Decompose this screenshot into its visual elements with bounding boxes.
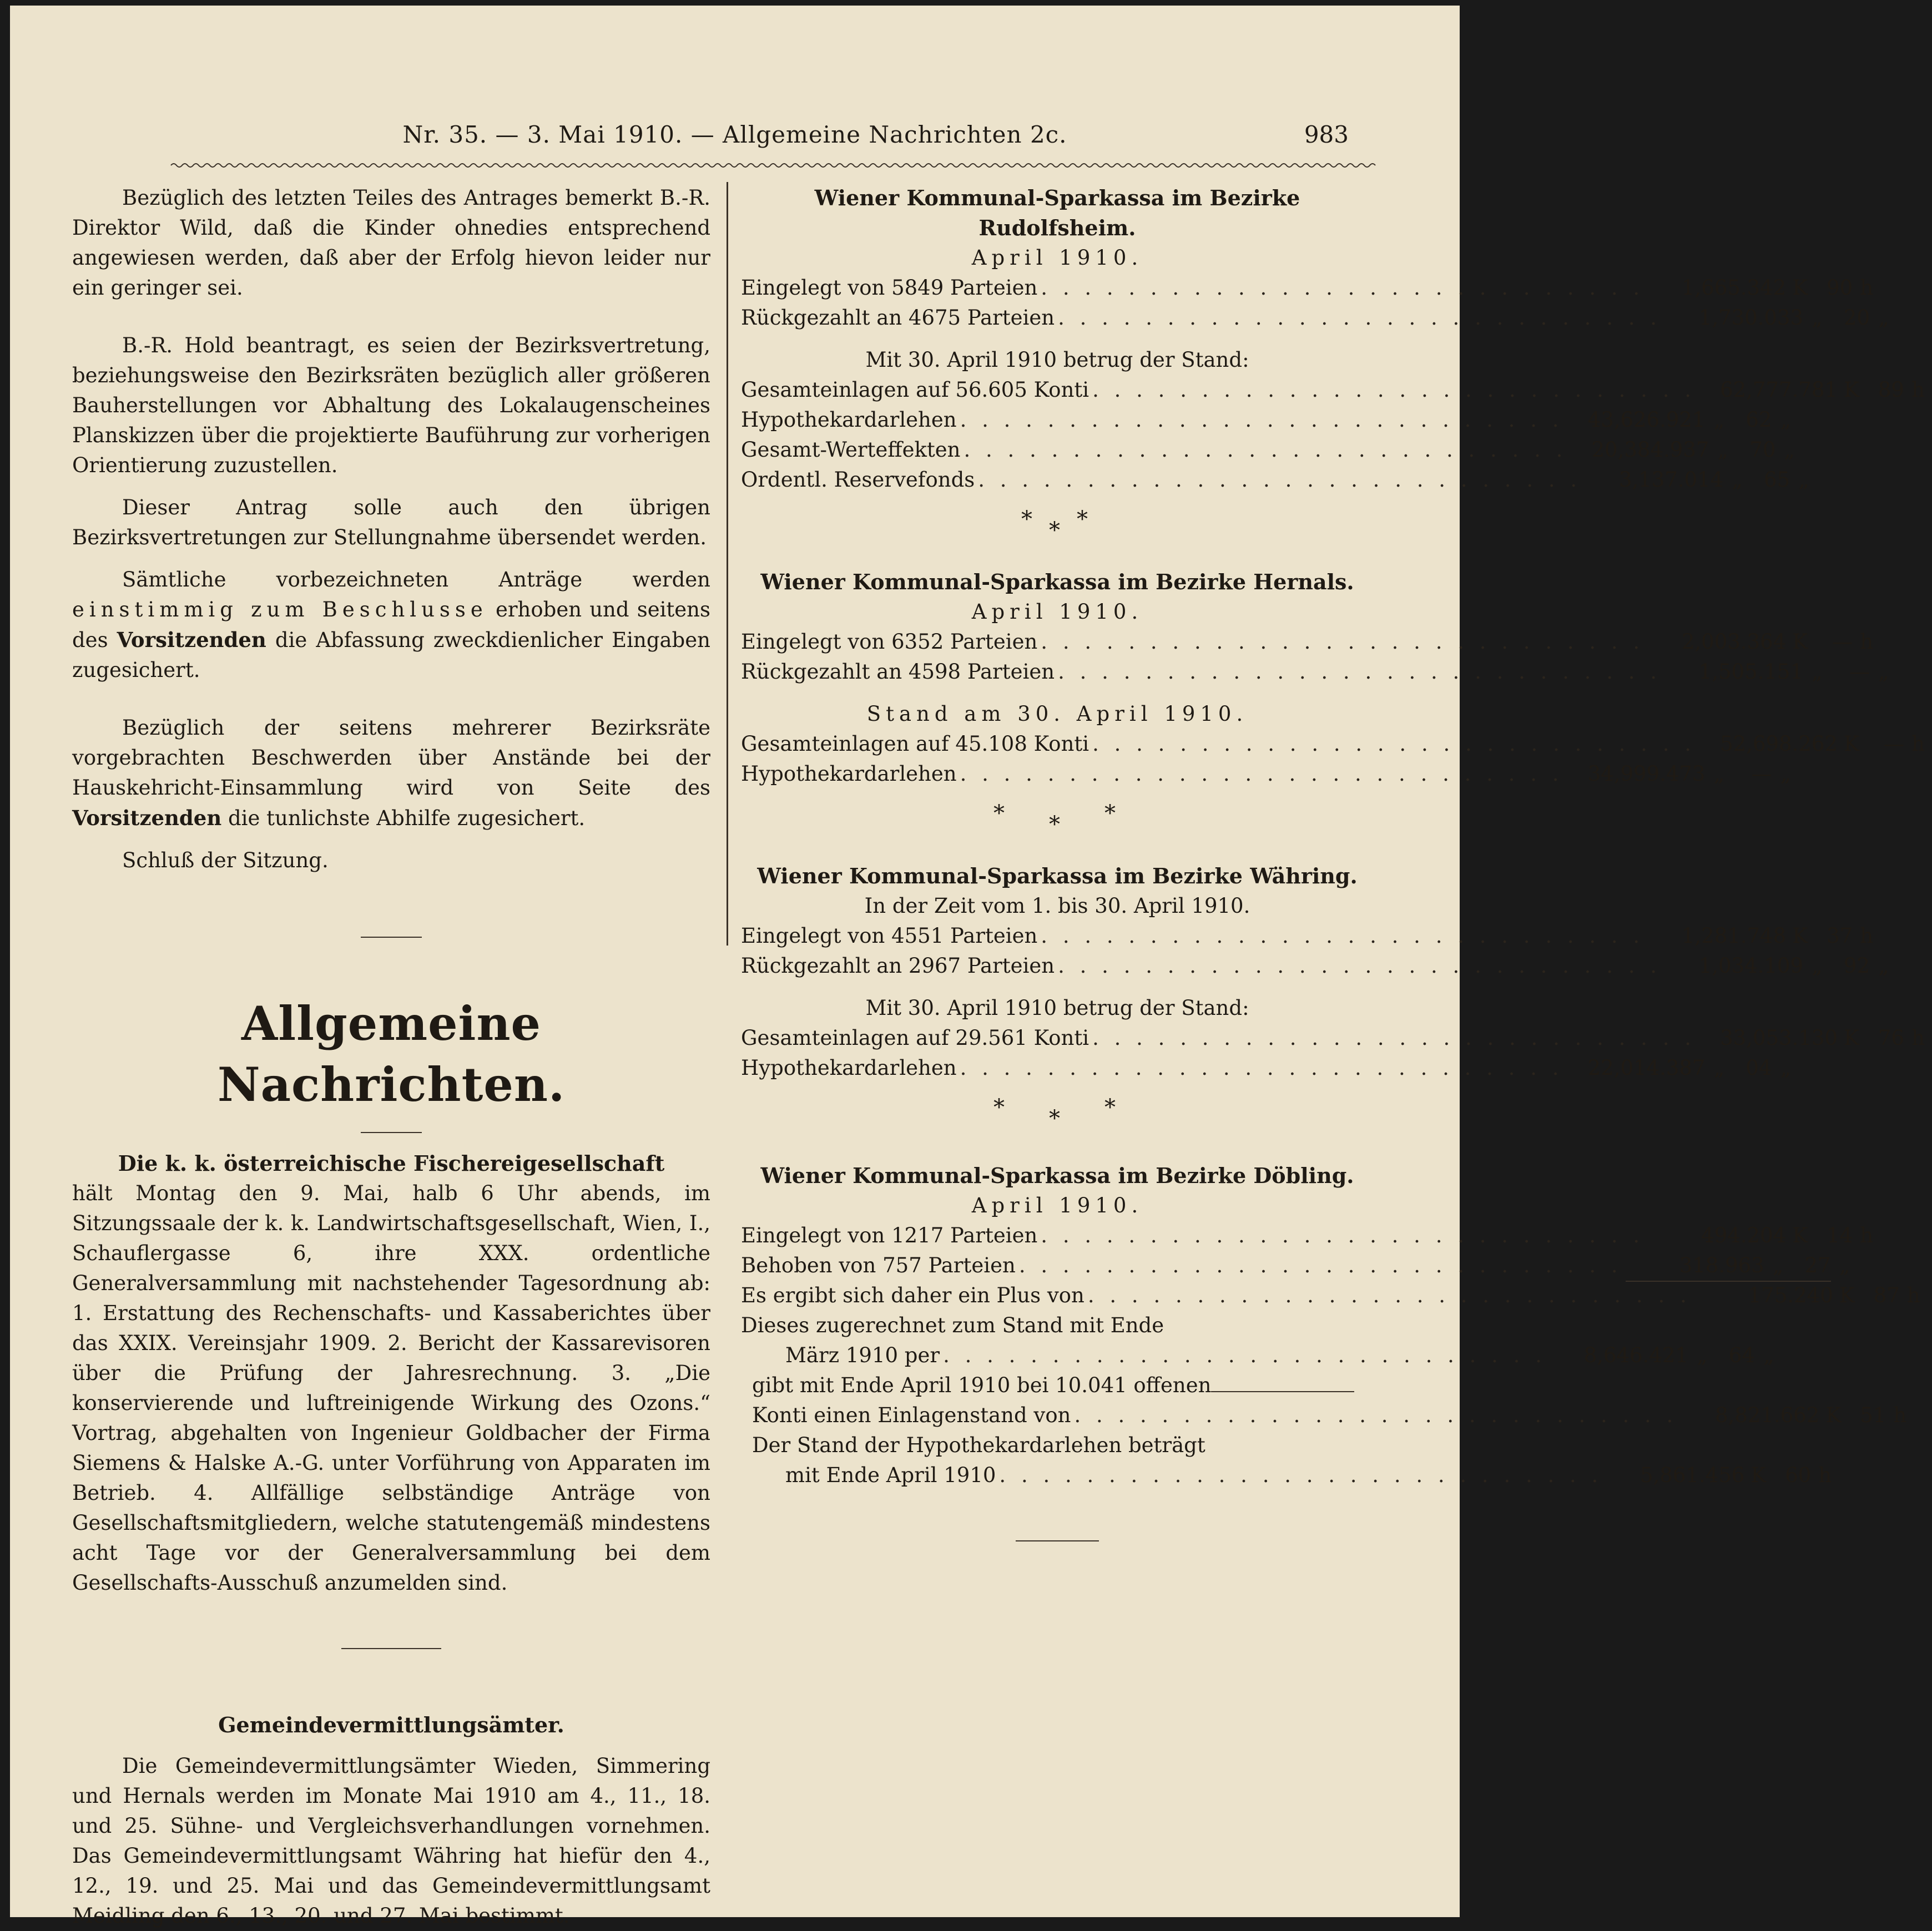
table-row: Gesamteinlagen auf 56.605 Konti . . . . . . . . . . . . . . . . . . . . . . . . . . . . 62,777.781 K 89 h [741, 378, 1925, 402]
rudolfsheim-title: Wiener Kommunal-Sparkassa im Bezirke Rudolfsheim. [814, 185, 1300, 240]
table-row: gibt mit Ende April 1910 bei 10.041 offenen [741, 1371, 1374, 1401]
table-row: Eingelegt von 1217 Parteien . . . . . . . . . . . . . . . . . . . . . . . . . . . . 494.204 K 14 h [741, 1224, 1874, 1247]
table-row: Eingelegt von 5849 Parteien . . . . . . . . . . . . . . . . . . . . . . . . . . . . 1,665.342 K 90 h [741, 276, 1874, 300]
table-row: März 1910 per . . . . . . . . . . . . . . . . . . . . . . . . . . . . 8,646.421 „ 64 „ [785, 1343, 1774, 1367]
paragraph-wild: Bezüglich des letzten Teiles des Antrages bemerkt B.-R. Direktor Wild, daß die Kinder ohnedies entsprechend angewiesen werden, daß aber der Erfolg hievon leider nur ein geringer sei. [72, 186, 710, 300]
asterism: * * * [993, 1095, 1116, 1131]
end-rule [1016, 1540, 1099, 1541]
paragraph-beschluss: Sämtliche vorbezeichneten Anträge werden einstimmig zum Beschlusse erhoben und seitens des Vorsitzenden die Abfassung zweckdienlicher Eingaben zugesichert. [72, 568, 711, 682]
table-row: Rückgezahlt an 4675 Parteien . . . . . . . . . . . . . . . . . . . . . . . . . . . . 1,730.033 „ 20 „ [741, 306, 1889, 330]
table-row: Hypothekardarlehen . . . . . . . . . . . . . . . . . . . . . . . . . . . . 34,999.473 „ — „ [741, 762, 1792, 786]
waehring-stand: Mit 30. April 1910 betrug der Stand: [865, 996, 1249, 1020]
table-row: Ordentl. Reservefonds . . . . . . . . . . . . . . . . . . . . . . . . . . . . 3,137.014 „ 65 „ [741, 468, 1809, 492]
table-row: Eingelegt von 4551 Parteien . . . . . . . . . . . . . . . . . . . . . . . . . . . . 1,281.748 K 37 h [741, 924, 1874, 948]
main-heading: Allgemeine Nachrichten. [217, 996, 566, 1112]
hernals-month: April 1910. [971, 600, 1143, 624]
header-wavy-rule [171, 162, 1375, 169]
paragraph-antrag: Dieser Antrag solle auch den übrigen Bezirksvertretungen zur Stellungnahme übersendet werden. [72, 496, 710, 549]
table-row: Eingelegt von 6352 Parteien . . . . . . . . . . . . . . . . . . . . . . . . . . . . 2,003.364 K — h [741, 630, 1874, 654]
waehring-title: Wiener Kommunal-Sparkassa im Bezirke Währing. [757, 863, 1358, 888]
hernals-stand: Stand am 30. April 1910. [866, 702, 1248, 726]
table-row: Gesamt-Werteffekten . . . . . . . . . . . . . . . . . . . . . . . . . . . . 20,384.937 „ 70 „ [741, 438, 1795, 462]
table-row: Hypothekardarlehen . . . . . . . . . . . . . . . . . . . . . . . . . . . . 43,626.921 „ 62 „ [741, 408, 1792, 432]
section-text-fischerei: hält Montag den 9. Mai, halb 6 Uhr abends, im Sitzungssaale der k. k. Landwirtschaftsgesellschaft, Wien, I., Schauflergasse 6, ihre XXX. ordentliche Generalversammlung mit nachstehender Tagesordnung ab: 1. Erstattung des Rechenschafts- und Kassaberichtes über das XXIX. Vereinsjahr 1909. 2. Bericht der Kassarevisoren über die Prüfung der Jahresrechnung. 3. „Die konservierende und luftreinigende Wirkung des Ozons.“ Vortrag, abgehalten von Ingenieur Goldbacher der Firma Siemens & Halske A.-G. unter Vorführung von Apparaten im Betrieb. 4. Allfällige selbständige Anträge von Gesellschaftsmitgliedern, welche statutengemäß mindestens acht Tage vor der Generalversammlung bei dem Gesellschafts-Ausschuß anzumelden sind. [72, 1181, 710, 1595]
asterism: * * * [1021, 507, 1088, 543]
paragraph-hold: B.-R. Hold beantragt, es seien der Bezirksvertretung, beziehungsweise den Bezirksräten bezüglich aller größeren Bauherstellungen vor Abhaltung des Lokalaugenscheines Planskizzen über die projektierte Bauführung zur vorherigen Orientierung zuzustellen. [72, 333, 710, 477]
table-row: Der Stand der Hypothekardarlehen beträgt [752, 1433, 1205, 1457]
doebling-month: April 1910. [971, 1194, 1143, 1217]
section-title-fischerei: Die k. k. österreichische Fischereigesellschaft [118, 1151, 665, 1176]
section-title-vermittlung: Gemeindevermittlungsämter. [218, 1712, 564, 1737]
header-title: Nr. 35. — 3. Mai 1910. — Allgemeine Nachrichten 2c. [402, 121, 1067, 148]
waehring-period: In der Zeit vom 1. bis 30. April 1910. [864, 894, 1250, 918]
table-row: Gesamteinlagen auf 29.561 Konti . . . . . . . . . . . . . . . . . . . . . . . . . . . . 33,053.130 K 76 h [741, 1026, 1925, 1050]
table-row: Dieses zugerechnet zum Stand mit Ende [741, 1313, 1164, 1337]
left-column [72, 183, 710, 1931]
right-column [741, 183, 1925, 1541]
table-row: Konti einen Einlagenstand von . . . . . . . . . . . . . . . . . . . . . . . . . . . . 8,821.662 K 51 h [752, 1403, 1907, 1427]
paragraph-schluss: Schluß der Sitzung. [122, 848, 329, 872]
rudolfsheim-stand: Mit 30. April 1910 betrug der Stand: [865, 348, 1249, 372]
table-row: Hypothekardarlehen . . . . . . . . . . . . . . . . . . . . . . . . . . . . 22,014.387 „ 04 „ [741, 1056, 1792, 1080]
column-divider [727, 182, 728, 946]
newspaper-page [10, 6, 1925, 1928]
page-header [10, 117, 1460, 161]
hernals-title: Wiener Kommunal-Sparkassa im Bezirke Hernals. [760, 569, 1354, 594]
table-row: Gesamteinlagen auf 45.108 Konti . . . . . . . . . . . . . . . . . . . . . . . . . . . . 52,698.262 K — h [741, 732, 1925, 756]
section-text-vermittlung: Die Gemeindevermittlungsämter Wieden, Simmering und Hernals werden im Monate Mai 1910 am 4., 11., 18. und 25. Sühne- und Vergleichsverhandlungen vornehmen. Das Gemeindevermittlungsamt Währing hat hiefür den 4., 12., 19. und 25. Mai und das Gemeindevermittlungsamt Meidling den 6., 13., 20. und 27. Mai bestimmt. [72, 1754, 710, 1928]
asterism: * * * [993, 801, 1116, 837]
page-number: 983 [1304, 121, 1349, 148]
table-row: mit Ende April 1910 . . . . . . . . . . . . . . . . . . . . . . . . . . . . 5,861.456 K 60 h [785, 1463, 1832, 1487]
table-row: Es ergibt sich daher ein Plus von . . . . . . . . . . . . . . . . . . . . . . . . . . . . 175.240 K 87 h [741, 1283, 1920, 1307]
table-row: Rückgezahlt an 4598 Parteien . . . . . . . . . . . . . . . . . . . . . . . . . . . . 1,505.151 „ — „ [741, 660, 1889, 684]
paragraph-beschwerden: Bezüglich der seitens mehrerer Bezirksräte vorgebrachten Beschwerden über Anstände bei der Hauskehricht-Einsammlung wird von Seite des Vorsitzenden die tunlichste Abhilfe zugesichert. [72, 716, 710, 830]
table-row: Behoben von 757 Parteien . . . . . . . . . . . . . . . . . . . . . . . . . . . . 318.963 „ 27 „ [741, 1251, 1374, 1281]
table-row: Rückgezahlt an 2967 Parteien . . . . . . . . . . . . . . . . . . . . . . . . . . . . 1,034.109 „ 92 „ [741, 954, 1889, 978]
rudolfsheim-month: April 1910. [971, 246, 1143, 270]
doebling-title: Wiener Kommunal-Sparkassa im Bezirke Döbling. [760, 1163, 1354, 1188]
